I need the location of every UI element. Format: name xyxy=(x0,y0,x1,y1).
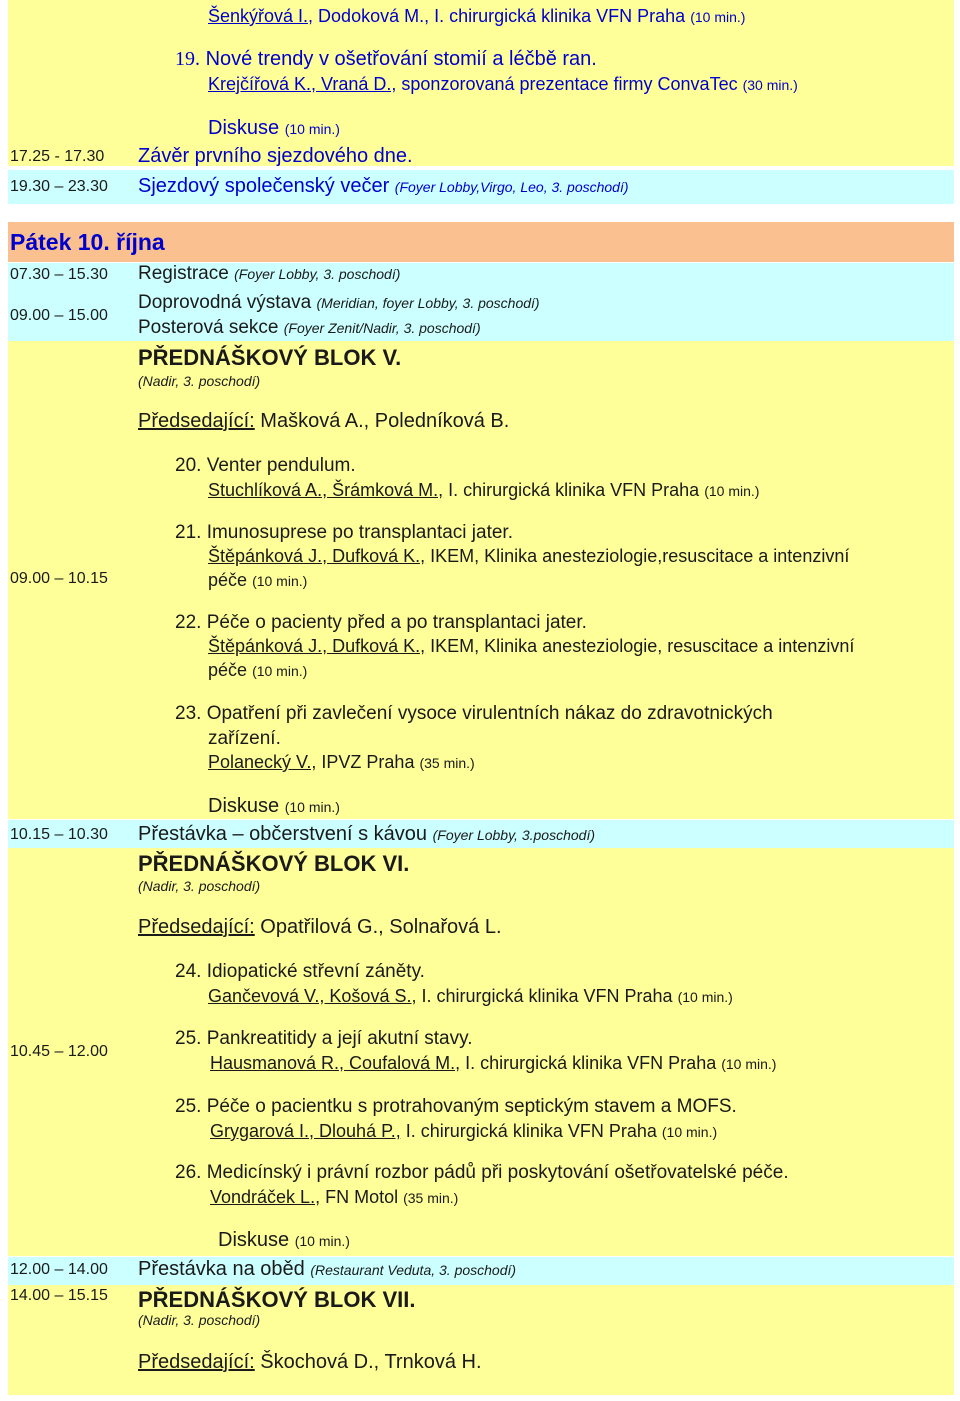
lecture-22-duration: (10 min.) xyxy=(252,663,308,679)
lecture-24-title: 24. Idiopatické střevní záněty. xyxy=(175,961,425,982)
lecture-22-inst: IKEM, Klinika anesteziologie, resuscitace a intenzivní xyxy=(425,636,855,656)
lunch-loc: (Restaurant Veduta, 3. poschodí) xyxy=(310,1262,517,1278)
lunch-text: Přestávka na oběd xyxy=(138,1258,305,1280)
poster-loc: (Foyer Zenit/Nadir, 3. poschodí) xyxy=(283,320,481,336)
exh-loc: (Meridian, foyer Lobby, 3. poschodí) xyxy=(316,295,540,311)
lecture-26-authors-line xyxy=(210,1187,458,1208)
row-b-loc: (Foyer Lobby,Virgo, Leo, 3. poschodí) xyxy=(394,179,629,195)
lecture-25-duration: (10 min.) xyxy=(721,1056,777,1072)
lecture-19-authors-line xyxy=(208,74,798,95)
block6-discussion-duration: (10 min.) xyxy=(294,1233,350,1249)
lecture-26-authors: Vondráček L., xyxy=(210,1187,321,1207)
reg-text: Registrace xyxy=(138,263,229,284)
lecture-24-authors: Gančevová V., Košová S., xyxy=(208,986,417,1006)
break1-time: 10.15 – 10.30 xyxy=(10,826,108,843)
row-b-time: 19.30 – 23.30 xyxy=(10,178,108,195)
exh-text: Doprovodná výstava xyxy=(138,292,312,313)
row-b-text: Sjezdový společenský večer xyxy=(138,175,390,197)
block5-discussion-duration: (10 min.) xyxy=(284,799,340,815)
block5-time: 09.00 – 10.15 xyxy=(10,570,108,587)
lecture-19-title-text: Nové trendy v ošetřování stomií a léčbě ran. xyxy=(205,48,597,70)
lecture-25b-title: 25. Péče o pacientku s protrahovaným septickým stavem a MOFS. xyxy=(175,1096,737,1117)
lecture-21-authors: Štěpánková J., Dufková K., xyxy=(208,546,426,566)
lecture-18-authors-a: Šenkýřová I., xyxy=(208,6,314,26)
block6-chair-names: Opatřilová G., Solnařová L. xyxy=(260,916,502,938)
lecture-19-title xyxy=(175,48,597,71)
lecture-22-inst2: péče xyxy=(208,660,248,680)
lecture-25-authors: Hausmanová R., Coufalová M., xyxy=(210,1053,461,1073)
lecture-26-inst: FN Motol xyxy=(320,1187,399,1207)
lunch-time: 12.00 – 14.00 xyxy=(10,1261,108,1278)
lecture-20-authors: Stuchlíková A., Šrámková M., xyxy=(208,480,444,500)
row-a-time: 17.25 - 17.30 xyxy=(10,148,105,165)
lecture-21-inst2: péče xyxy=(208,570,248,590)
yellow-band-block6 xyxy=(8,848,954,1256)
lecture-23-authors: Polanecký V., xyxy=(208,752,317,772)
lecture-25-inst: I. chirurgická klinika VFN Praha xyxy=(460,1053,717,1073)
lecture-25b-duration: (10 min.) xyxy=(661,1124,718,1140)
break1-text: Přestávka – občerstvení s kávou xyxy=(138,823,428,845)
discussion-1-duration: (10 min.) xyxy=(284,121,340,137)
lecture-22-authors-line xyxy=(208,636,854,657)
lecture-25b-inst: I. chirurgická klinika VFN Praha xyxy=(400,1121,657,1141)
block6-time: 10.45 – 12.00 xyxy=(10,1043,108,1060)
lecture-26-duration: (35 min.) xyxy=(403,1190,459,1206)
reg-line xyxy=(138,263,400,285)
poster-line xyxy=(138,317,481,339)
lecture-21-inst-line2 xyxy=(208,570,307,591)
block6-discussion-label: Diskuse xyxy=(218,1229,290,1251)
lecture-21-title: 21. Imunosuprese po transplantaci jater. xyxy=(175,522,513,543)
lecture-23-title-line2: zařízení. xyxy=(208,728,281,749)
block6-chair-line xyxy=(138,916,502,939)
reg-loc: (Foyer Lobby, 3. poschodí) xyxy=(234,266,401,282)
block7-chair-line xyxy=(138,1351,482,1374)
block5-chair-names: Mašková A., Poledníková B. xyxy=(260,410,510,432)
block6-chair-label: Předsedající: xyxy=(138,916,255,938)
lecture-20-duration: (10 min.) xyxy=(704,483,760,499)
block5-discussion-label: Diskuse xyxy=(208,795,280,817)
lecture-20-title: 20. Venter pendulum. xyxy=(175,455,356,476)
block5-discussion xyxy=(208,795,340,818)
lecture-22-inst-line2 xyxy=(208,660,307,681)
lecture-20-inst: I. chirurgická klinika VFN Praha xyxy=(443,480,700,500)
lecture-25b-authors-line xyxy=(210,1121,717,1142)
lecture-19-duration: (30 min.) xyxy=(742,77,798,93)
lecture-19-authors: Krejčířová K., Vraná D., xyxy=(208,74,397,94)
lecture-23-duration: (35 min.) xyxy=(419,755,475,771)
lecture-19-inst: sponzorovaná prezentace firmy ConvaTec xyxy=(396,74,738,94)
lecture-24-duration: (10 min.) xyxy=(677,989,733,1005)
block7-title: PŘEDNÁŠKOVÝ BLOK VII. xyxy=(138,1287,416,1312)
row-b-line xyxy=(138,175,629,198)
lecture-26-title: 26. Medicínský i právní rozbor pádů při poskytování ošetřovatelské péče. xyxy=(175,1162,789,1183)
poster-text: Posterová sekce xyxy=(138,317,279,338)
row-a-text: Závěr prvního sjezdového dne. xyxy=(138,145,413,167)
lecture-18-authors-b: Dodoková M., xyxy=(313,6,430,26)
exh-time: 09.00 – 15.00 xyxy=(10,307,108,324)
lecture-18-inst: I. chirurgická klinika VFN Praha xyxy=(429,6,686,26)
lecture-24-inst: I. chirurgická klinika VFN Praha xyxy=(416,986,673,1006)
lecture-21-duration: (10 min.) xyxy=(252,573,308,589)
lecture-22-title: 22. Péče o pacienty před a po transplantaci jater. xyxy=(175,612,587,633)
lecture-25-authors-line xyxy=(210,1053,776,1074)
block7-time: 14.00 – 15.15 xyxy=(10,1287,108,1304)
exh-line xyxy=(138,292,540,314)
lecture-18-duration: (10 min.) xyxy=(690,9,746,25)
block6-title: PŘEDNÁŠKOVÝ BLOK VI. xyxy=(138,851,410,876)
lecture-20-authors-line xyxy=(208,480,759,501)
block7-chair-names: Škochová D., Trnková H. xyxy=(260,1351,482,1373)
block7-chair-label: Předsedající: xyxy=(138,1351,255,1373)
lecture-25-title: 25. Pankreatitidy a její akutní stavy. xyxy=(175,1028,473,1049)
lecture-23-authors-line xyxy=(208,752,475,773)
break1-line xyxy=(138,823,595,846)
break1-loc: (Foyer Lobby, 3.poschodí) xyxy=(432,827,595,843)
block5-chair-label: Předsedající: xyxy=(138,410,255,432)
lecture-18-line xyxy=(208,6,745,27)
lecture-24-authors-line xyxy=(208,986,733,1007)
lecture-23-inst: IPVZ Praha xyxy=(316,752,415,772)
block5-loc: (Nadir, 3. poschodí) xyxy=(138,373,261,389)
block5-chair-line xyxy=(138,410,509,433)
lunch-line xyxy=(138,1258,516,1281)
lecture-19-number: 19. xyxy=(175,48,200,70)
discussion-1 xyxy=(208,117,340,140)
lecture-22-authors: Štěpánková J., Dufková K., xyxy=(208,636,426,656)
reg-time: 07.30 – 15.30 xyxy=(10,266,108,283)
lecture-21-inst: IKEM, Klinika anesteziologie,resuscitace a intenzivní xyxy=(425,546,850,566)
block7-loc: (Nadir, 3. poschodí) xyxy=(138,1312,261,1328)
discussion-1-label: Diskuse xyxy=(208,117,280,139)
block5-title: PŘEDNÁŠKOVÝ BLOK V. xyxy=(138,345,402,370)
block6-discussion xyxy=(218,1229,350,1252)
lecture-23-title: 23. Opatření při zavlečení vysoce virulentních nákaz do zdravotnických xyxy=(175,703,773,724)
day-heading: Pátek 10. října xyxy=(10,229,165,255)
block6-loc: (Nadir, 3. poschodí) xyxy=(138,878,261,894)
lecture-25b-authors: Grygarová I., Dlouhá P., xyxy=(210,1121,401,1141)
lecture-21-authors-line xyxy=(208,546,849,567)
